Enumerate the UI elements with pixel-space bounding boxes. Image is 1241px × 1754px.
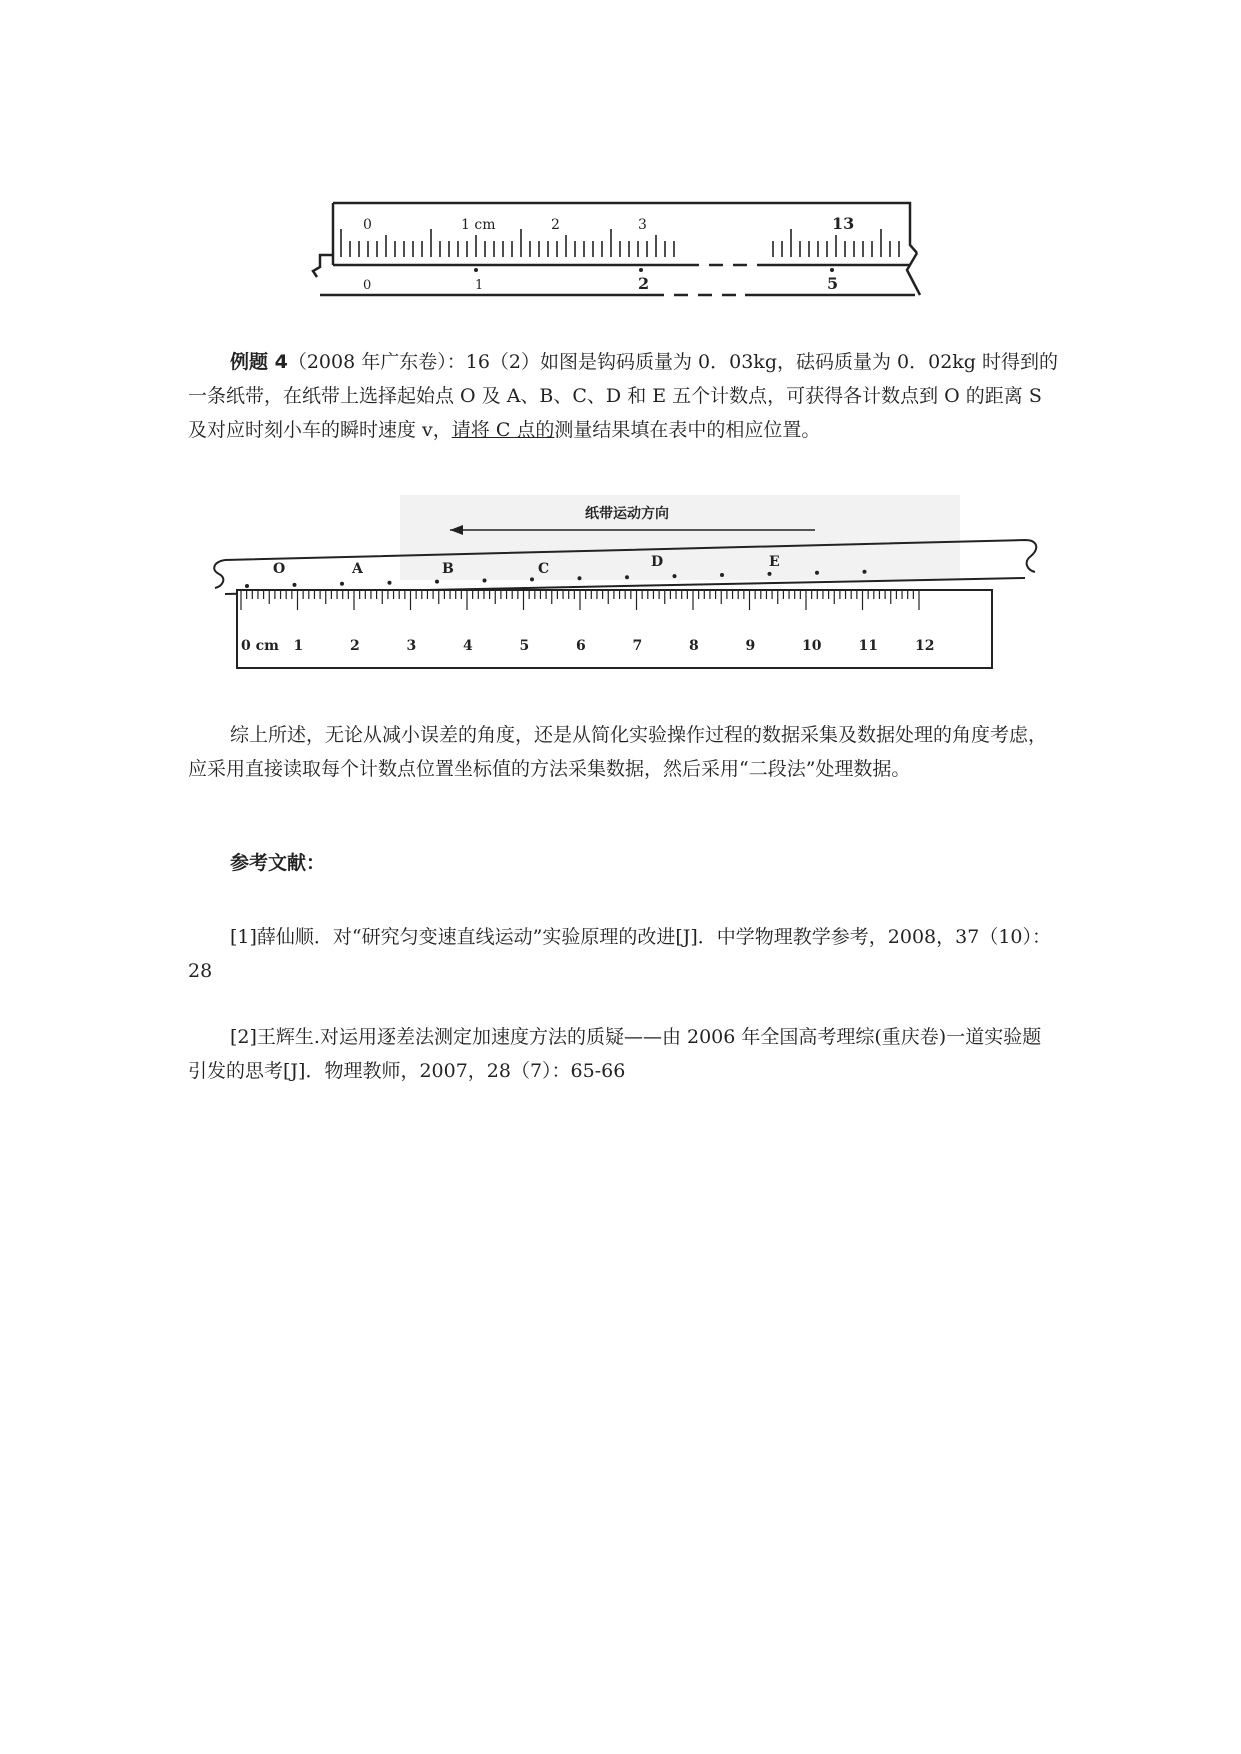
ruler-figure-1 [305,195,930,305]
ruler-label-1: 1 [293,638,304,654]
tape-dot [435,580,439,584]
example-underlined: 请将 C 点的 [451,419,555,441]
tape-label-0: 0 [363,278,372,293]
direction-label: 纸带运动方向 [585,506,669,522]
tape-dot [245,584,249,588]
ruler-label-11: 11 [858,638,878,654]
count-point-E: E [769,554,780,570]
ruler-label-9: 9 [745,638,756,654]
reference-2: [2]王辉生.对运用逐差法测定加速度方法的质疑——由 2006 年全国高考理综(重庆卷)一道实验题引发的思考[J]．物理教师，2007，28（7）：65-66 [188,1026,1042,1082]
watermark-area [400,495,960,580]
scale-label-2: 2 [551,217,560,233]
tape-dot [340,582,344,586]
tape-label-5: 5 [827,274,839,293]
example-paragraph [188,345,1058,447]
example-text-end: 测量结果填在表中的相应位置。 [554,419,821,441]
ruler-label-5: 5 [519,638,530,654]
example-lead: 例题 4 [230,351,288,373]
ruler-label-2: 2 [350,638,360,654]
ruler-label-3: 3 [406,638,417,654]
count-point-B: B [442,561,454,577]
tape-dot [639,268,643,272]
ruler-label-0: 0 cm [241,638,279,654]
ruler-label-8: 8 [689,638,699,654]
tape-dot [530,577,534,581]
tape-dot [863,570,867,574]
ruler-label-10: 10 [802,638,822,654]
example-text: （2008 年广东卷）：16（2）如图是钩码质量为 0．03kg，砝码质量为 0．02kg 时得到的一条纸带，在纸带上选择起始点 O 及 A、B、C、D 和 E 五个计数点，可获得各计数点到 O 的距离 S 及对应时刻小车的瞬时速度 v， [188,351,1059,441]
ruler-label-12: 12 [915,638,935,654]
references-heading: 参考文献： [230,852,326,874]
tape-dot [474,268,478,272]
tape-dot [830,268,834,272]
ruler-ticks [341,229,899,257]
tape-dot [483,579,487,583]
scale-label-1cm: 1 cm [461,217,496,233]
tape-dot [388,581,392,585]
tape-dot [673,574,677,578]
tape-label-1: 1 [475,278,484,293]
ruler-label-7: 7 [632,638,643,654]
tape-dot [720,573,724,577]
tape-dot [293,583,297,587]
tape-dot [578,576,582,580]
count-point-D: D [651,554,664,570]
reference-1: [1]薛仙顺．对“研究匀变速直线运动”实验原理的改进[J]．中学物理教学参考，2008，37（10）：28 [188,926,1051,982]
scale-label-3: 3 [638,217,647,233]
ruler-figure-2 [205,490,1045,670]
scale-label-13: 13 [832,214,855,233]
tape-label-2: 2 [638,274,650,293]
count-point-A: A [352,561,363,577]
conclusion-paragraph: 综上所述，无论从减小误差的角度，还是从简化实验操作过程的数据采集及数据处理的角度考虑，应采用直接读取每个计数点位置坐标值的方法采集数据，然后采用“二段法”处理数据。 [188,724,1048,780]
ruler-label-6: 6 [576,638,586,654]
ruler-label-4: 4 [463,638,473,654]
tape-dot [625,575,629,579]
scale-label-0: 0 [363,217,372,233]
count-point-O: O [273,561,286,577]
tape-dot [815,571,819,575]
tape-dot [768,572,772,576]
count-point-C: C [538,561,550,577]
